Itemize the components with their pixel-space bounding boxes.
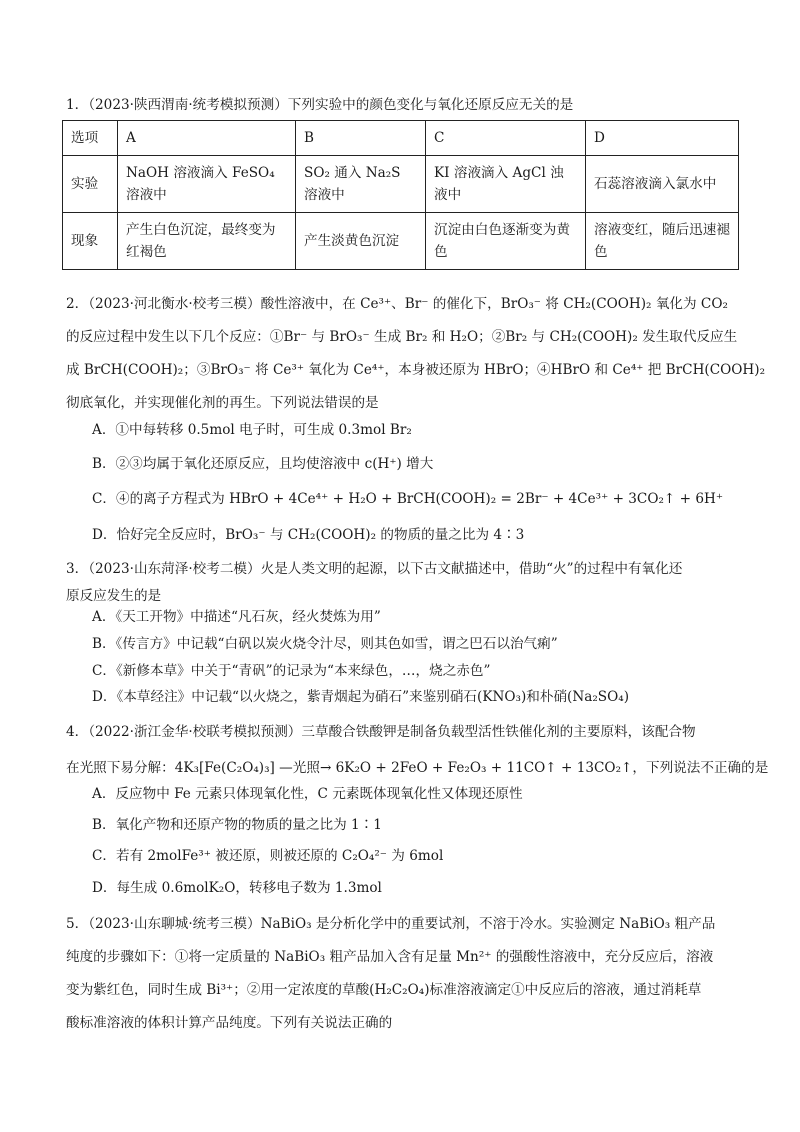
question-1 xyxy=(66,94,738,117)
table-cell: 产生淡黄色沉淀 xyxy=(296,213,426,270)
table-cell: KI 溶液滴入 AgCl 浊液中 xyxy=(426,156,586,213)
question-4-option-b: B．氧化产物和还原产物的物质的量之比为 1∶1 xyxy=(92,817,382,833)
table-header-cell: A xyxy=(118,121,296,156)
question-3-option-a: A．《天工开物》中描述“凡石灰，经火焚炼为用” xyxy=(92,609,381,625)
question-2-option-a: A．①中每转移 0.5mol 电子时，可生成 0.3mol Br₂ xyxy=(92,422,412,438)
table-cell: 现象 xyxy=(63,213,118,270)
table-row xyxy=(63,156,739,213)
question-1-table xyxy=(62,120,739,270)
question-3-line: 3．（2023·山东菏泽·校考二模）火是人类文明的起源，以下古文献描述中，借助“火”的过程中有氧化还 xyxy=(66,561,683,577)
question-2-line: 的反应过程中发生以下几个反应：①Br⁻ 与 BrO₃⁻ 生成 Br₂ 和 H₂O；②Br₂ 与 CH₂(COOH)₂ 发生取代反应生 xyxy=(66,329,738,345)
question-5 xyxy=(66,908,738,1040)
question-4-option-a: A．反应物中 Fe 元素只体现氧化性，C 元素既体现氧化性又体现还原性 xyxy=(92,786,523,802)
table-cell: 溶液变红，随后迅速褪色 xyxy=(586,213,739,270)
question-3-line: 原反应发生的是 xyxy=(66,588,162,604)
question-1-stem: 1．（2023·陕西渭南·统考模拟预测）下列实验中的颜色变化与氧化还原反应无关的是 xyxy=(66,97,574,113)
table-cell: 产生白色沉淀，最终变为红褐色 xyxy=(118,213,296,270)
question-3-option-d: D．《本草经注》中记载“以火烧之，紫青烟起为硝石”来鉴别硝石(KNO₃)和朴硝(Na₂SO₄) xyxy=(92,689,630,705)
table-header-cell: C xyxy=(426,121,586,156)
question-2-line: 2．（2023·河北衡水·校考三模）酸性溶液中，在 Ce³⁺、Br⁻ 的催化下，BrO₃⁻ 将 CH₂(COOH)₂ 氧化为 CO₂ xyxy=(66,296,728,312)
question-2-option-c: C．④的离子方程式为 HBrO + 4Ce⁴⁺ + H₂O + BrCH(COOH)₂ = 2Br⁻ + 4Ce³⁺ + 3CO₂↑ + 6H⁺ xyxy=(92,491,724,507)
question-5-line: 变为紫红色，同时生成 Bi³⁺；②用一定浓度的草酸(H₂C₂O₄)标准溶液滴定①中反应后的溶液，通过消耗草 xyxy=(66,982,702,998)
question-4-option-d: D．每生成 0.6molK₂O，转移电子数为 1.3mol xyxy=(92,880,382,896)
question-2-line: 彻底氧化，并实现催化剂的再生。下列说法错误的是 xyxy=(66,395,379,411)
question-3 xyxy=(66,556,738,610)
question-5-line: 酸标准溶液的体积计算产品纯度。下列有关说法正确的 xyxy=(66,1015,393,1031)
question-4-line: 在光照下易分解：4K₃[Fe(C₂O₄)₃] —光照→ 6K₂O + 2FeO + Fe₂O₃ + 11CO↑ + 13CO₂↑，下列说法不正确的是 xyxy=(66,760,769,776)
question-4-line: 4．（2022·浙江金华·校联考模拟预测）三草酸合铁酸钾是制备负载型活性铁催化剂的主要原料，该配合物 xyxy=(66,724,696,740)
table-header-cell: D xyxy=(586,121,739,156)
table-header-cell: B xyxy=(296,121,426,156)
table-cell: 实验 xyxy=(63,156,118,213)
question-2-option-d: D．恰好完全反应时，BrO₃⁻ 与 CH₂(COOH)₂ 的物质的量之比为 4∶3 xyxy=(92,527,525,543)
table-cell: 石蕊溶液滴入氯水中 xyxy=(586,156,739,213)
question-5-line: 纯度的步骤如下：①将一定质量的 NaBiO₃ 粗产品加入含有足量 Mn²⁺ 的强酸性溶液中，充分反应后，溶液 xyxy=(66,949,714,965)
table-header-cell: 选项 xyxy=(63,121,118,156)
table-row xyxy=(63,213,739,270)
table-cell: NaOH 溶液滴入 FeSO₄ 溶液中 xyxy=(118,156,296,213)
question-3-option-c: C．《新修本草》中关于“青矾”的记录为“本来绿色，…，烧之赤色” xyxy=(92,663,491,679)
question-2 xyxy=(66,288,766,420)
question-2-option-b: B．②③均属于氧化还原反应，且均使溶液中 c(H⁺) 增大 xyxy=(92,456,434,472)
question-4-option-c: C．若有 2molFe³⁺ 被还原，则被还原的 C₂O₄²⁻ 为 6mol xyxy=(92,848,444,864)
question-4 xyxy=(66,714,769,786)
question-5-line: 5．（2023·山东聊城·统考三模）NaBiO₃ 是分析化学中的重要试剂，不溶于冷水。实验测定 NaBiO₃ 粗产品 xyxy=(66,916,716,932)
table-cell: 沉淀由白色逐渐变为黄色 xyxy=(426,213,586,270)
table-cell: SO₂ 通入 Na₂S 溶液中 xyxy=(296,156,426,213)
question-2-line: 成 BrCH(COOH)₂；③BrO₃⁻ 将 Ce³⁺ 氧化为 Ce⁴⁺，本身被还原为 HBrO；④HBrO 和 Ce⁴⁺ 把 BrCH(COOH)₂ xyxy=(66,362,766,378)
table-header-row xyxy=(63,121,739,156)
question-3-option-b: B．《传言方》中记载“白矾以炭火烧令汁尽，则其色如雪，谓之巴石以治气痢” xyxy=(92,636,558,652)
